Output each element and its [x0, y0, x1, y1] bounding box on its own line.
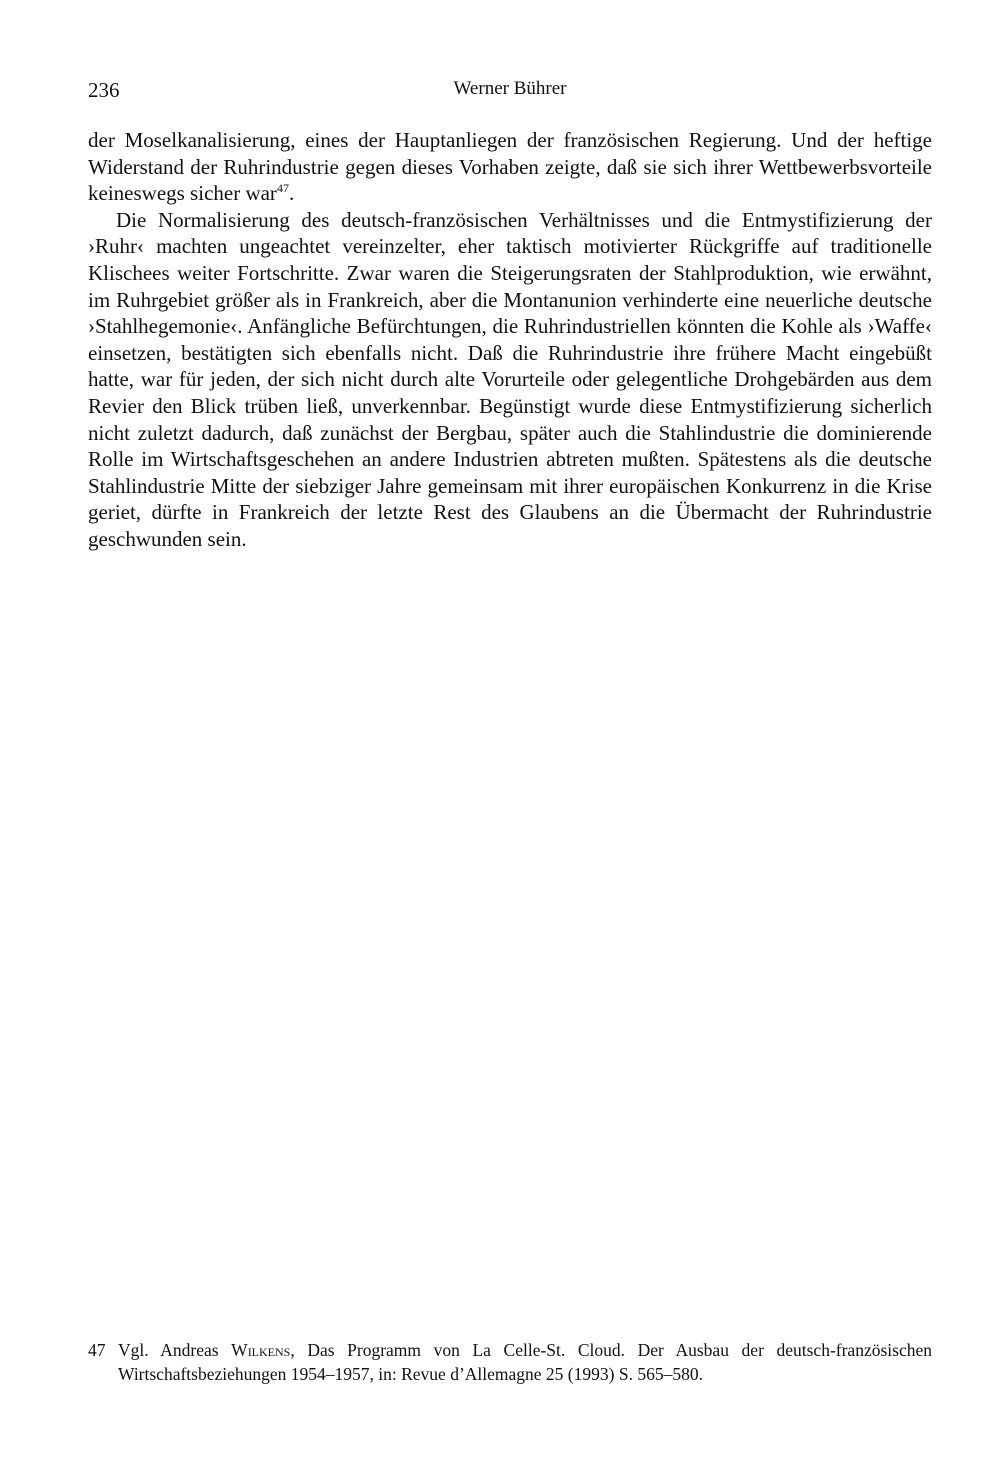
page-number: 236 [88, 78, 120, 102]
footnote-number: 47 [88, 1340, 106, 1360]
paragraph-2: Die Normalisierung des deutsch-französischen Verhältnisses und die Entmystifizierung der ›Ruhr‹ machten ungeachtet vereinzelter, eher taktisch motivierter Rückgriffe auf traditionelle Klischees weiter Fortschritte. Zwar waren die Steigerungsraten der Stahlproduktion, wie erwähnt, im Ruhrgebiet größer als in Frankreich, aber die Montanunion verhinderte eine neuerliche deutsche ›Stahlhegemonie‹. Anfängliche Befürchtungen, die Ruhrindustriellen könnten die Kohle als ›Waffe‹ einsetzen, bestätigten sich ebenfalls nicht. Daß die Ruhrindustrie ihre frühere Macht eingebüßt hatte, war für jeden, der sich nicht durch alte Vorurteile oder gelegentliche Drohgebärden aus dem Revier den Blick trüben ließ, unverkennbar. Begünstigt wurde diese Entmystifizierung sicherlich nicht zuletzt dadurch, daß zunächst der Bergbau, später auch die Stahlindustrie die dominierende Rolle im Wirtschaftsgeschehen an andere Industrien abtreten mußten. Spätestens als die deutsche Stahlindustrie Mitte der siebziger Jahre gemeinsam mit ihrer europäischen Konkurrenz in die Krise geriet, dürfte in Frankreich der letzte Rest des Glaubens an die Übermacht der Ruhrindustrie geschwunden sein. [88, 207, 932, 551]
paragraph-1-end: . [288, 181, 295, 206]
footnote-text [118, 1338, 932, 1386]
page-header [88, 78, 932, 108]
footnote [88, 1338, 932, 1386]
running-head: Werner Bührer [453, 78, 567, 99]
footnote-text-end: , Das Programm von La Celle-St. Cloud. Der Ausbau der deutsch-französischen Wirtschaftsbeziehungen 1954–1957, in: Revue d’Allemagne 25 (1993) S. 565–580. [118, 1340, 932, 1384]
footnote-reference[interactable]: 47 [276, 181, 289, 196]
footnote-text-start: Vgl. Andreas [118, 1340, 232, 1360]
body-text [88, 127, 932, 553]
paragraph-1 [88, 127, 932, 207]
paragraph-1-text: der Moselkanalisierung, eines der Hauptanliegen der französischen Regierung. Und der heftige Widerstand der Ruhrindustrie gegen dieses Vorhaben zeigte, daß sie sich ihrer Wettbewerbsvorteile keineswegs sicher war [88, 128, 932, 206]
footnote-author: Wilkens [231, 1340, 291, 1360]
